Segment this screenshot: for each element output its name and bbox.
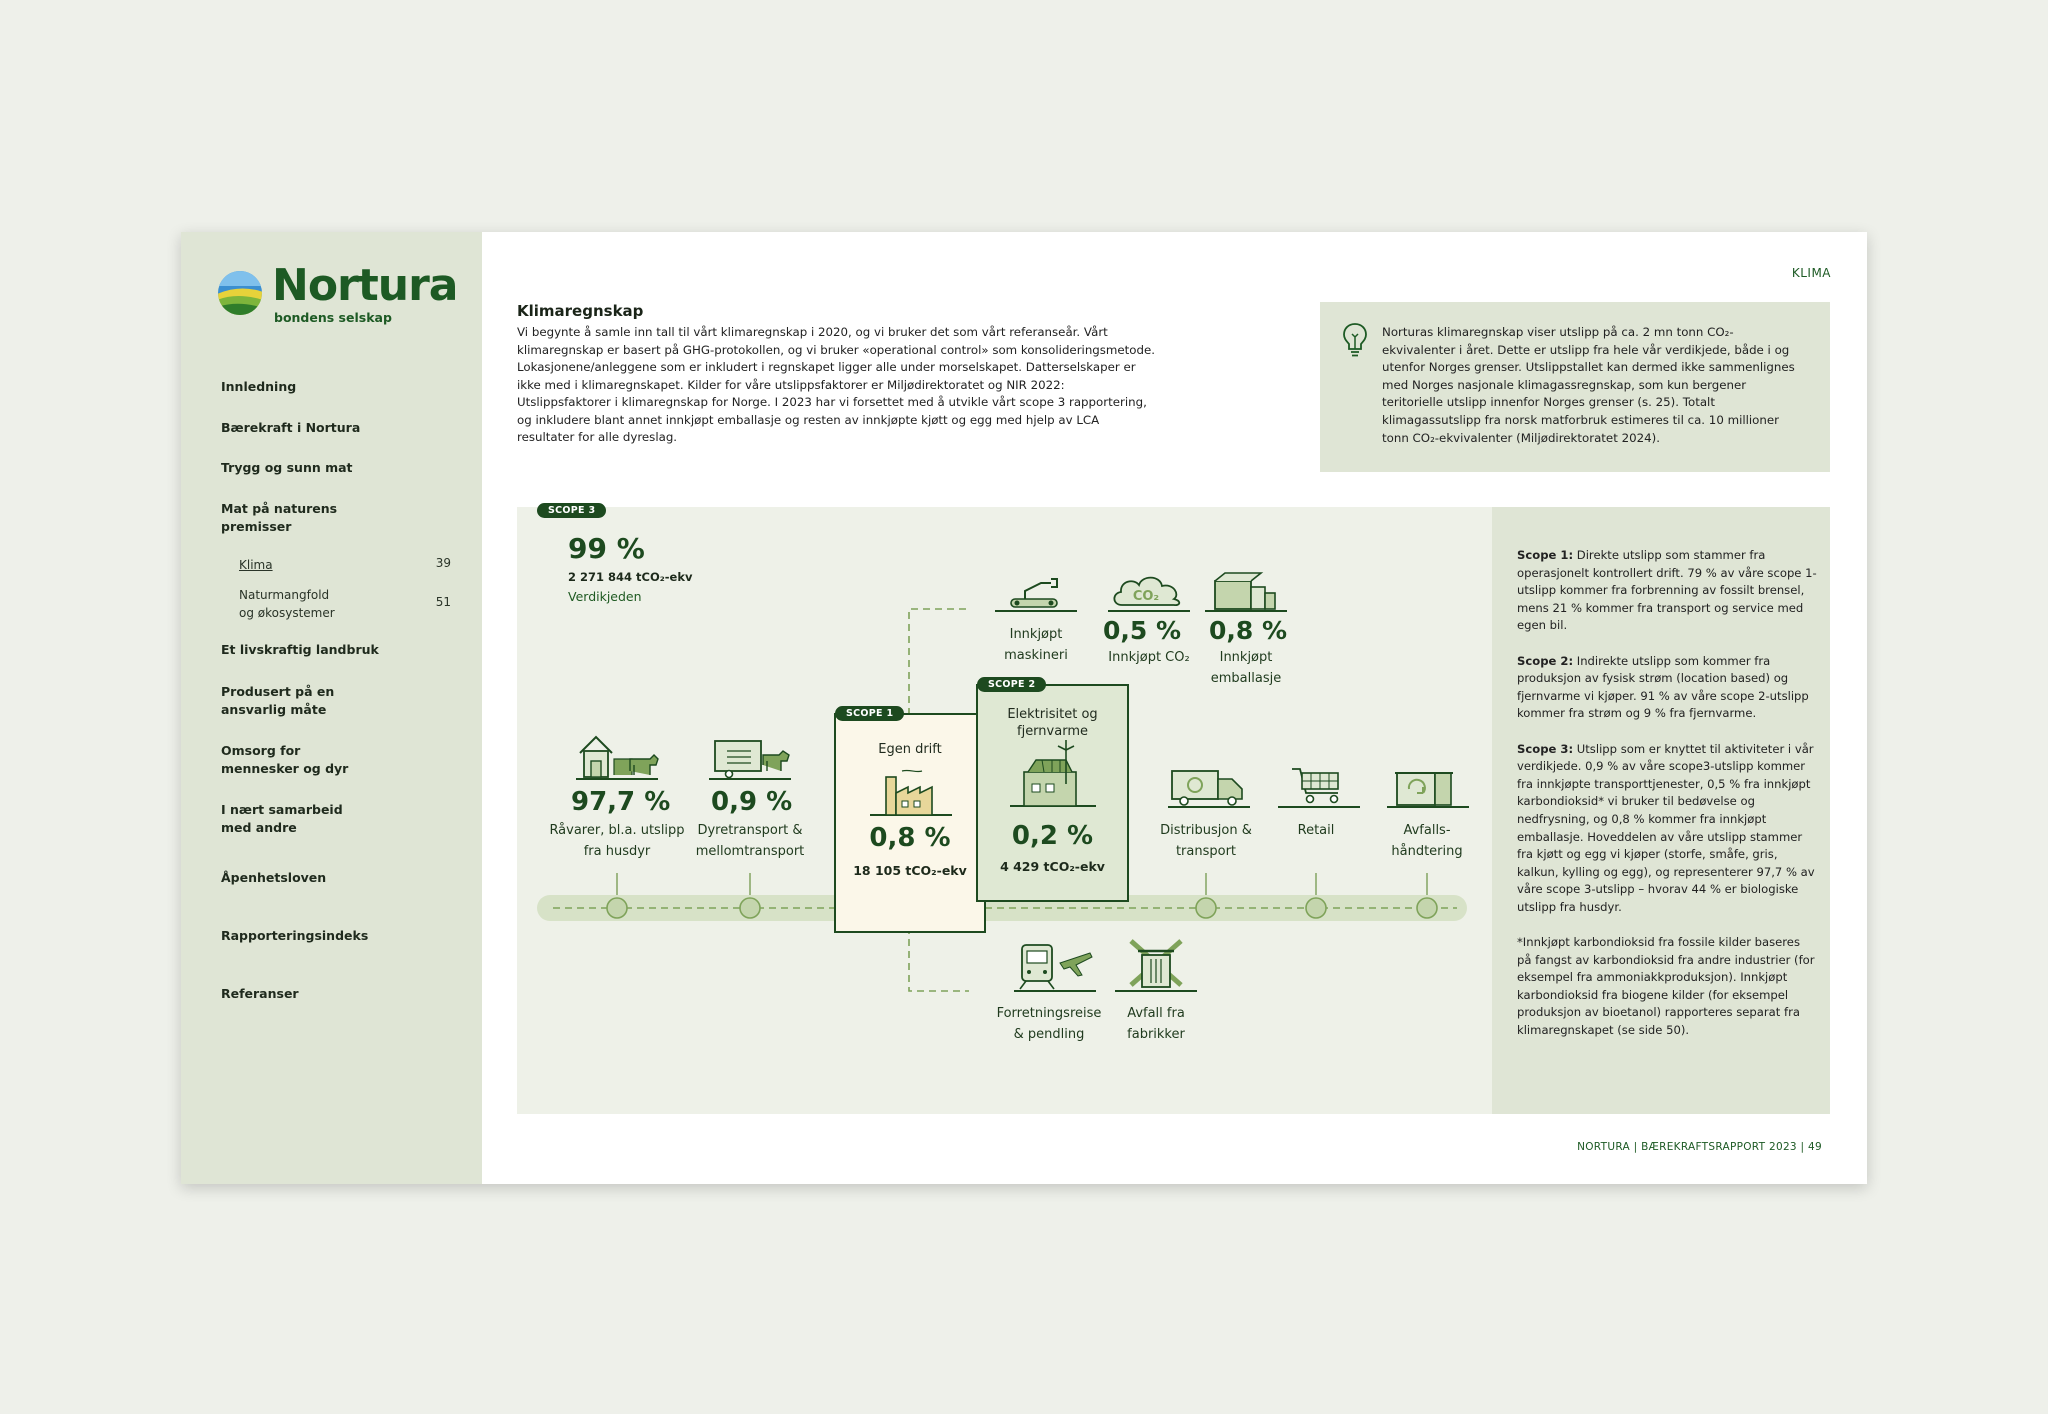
timeline-node-raavarer: [607, 898, 627, 918]
animal-trailer-icon: [705, 737, 795, 781]
packaging-icon: [1201, 569, 1291, 613]
main-content: [482, 232, 1867, 1184]
nav-item-trygg-mat[interactable]: Trygg og sunn mat: [221, 460, 353, 475]
scope1-amount: 18 105 tCO₂-ekv: [853, 863, 967, 878]
nav-subitem-klima[interactable]: Klima: [239, 558, 273, 572]
scope-explanation-panel: [1492, 507, 1830, 1114]
scope1-title: Egen drift: [878, 742, 942, 757]
retail-label: Retail: [1297, 823, 1335, 838]
scope3-pill: SCOPE 3: [537, 503, 606, 518]
co2-cloud-text: CO₂: [1132, 589, 1160, 604]
scope2-percent: 0,2 %: [1011, 821, 1094, 851]
nav-item-omsorg[interactable]: Omsorg for mennesker og dyr: [221, 743, 349, 776]
nav-item-ansvarlig[interactable]: Produsert på en ansvarlig måte: [221, 684, 335, 717]
nav-item-referanser[interactable]: Referanser: [221, 986, 299, 1001]
farm-icon: [572, 731, 662, 781]
nav-item-apenhetsloven[interactable]: Åpenhetsloven: [221, 870, 327, 885]
avfall-handtering-label: Avfalls- håndtering: [1391, 823, 1463, 859]
innkjopt-co2-label: Innkjøpt CO₂: [1108, 650, 1190, 665]
scope2-explanation: Scope 2: Indirekte utslipp som kommer fra produksjon av fysisk strøm (location based) og fjernvarme vi kjøper. 91 % av våre scope 2-utslipp kommer fra strøm og 9 % fra fjernvarme.: [1517, 653, 1809, 721]
nav-item-baerekraft[interactable]: Bærekraft i Nortura: [221, 420, 361, 435]
distribusjon-label: Distribusjon & transport: [1160, 823, 1252, 859]
recycling-bin-icon: [1383, 765, 1473, 809]
innkjopt-co2-percent: 0,5 %: [1103, 616, 1182, 645]
scope1-percent: 0,8 %: [869, 823, 951, 853]
timeline-node-distribusjon: [1196, 898, 1216, 918]
scope1-explanation: Scope 1: Direkte utslipp som stammer fra operasjonelt kontrollert drift. 79 % av våre scope 1-utslipp kommer fra forbrenning av fossilt brensel, mens 21 % kommer fra transport og service med egen bil.: [1517, 548, 1817, 633]
logo-wordmark: Nortura: [272, 260, 458, 311]
intro-paragraph: Vi begynte å samle inn tall til vårt klimaregnskap i 2020, og vi bruker det som vårt referanseår. Vårt klimaregnskap er basert på GHG-protokollen, og vi bruker «operational control» som konsolideringsmetode. Lokasjonene/anleggene som er inkludert i regnskapet ligger alle under morselskapet. Datterselskaper er ikke med i klimaregnskapet. Kilder for våre utslippsfaktorer er Miljødirektoratet og NIR 2022: Utslippsfaktorer i klimaregnskap for Norge. I 2023 har vi forsettet med å utvikle vårt scope 3 rapportering, og inkludere blant annet innkjøpt emballasje og resten av innkjøpte kjøtt og egg med hjelp av LCA resultater for alle dyreslag.: [517, 325, 1156, 444]
report-page: [181, 232, 1867, 1184]
page-title: Klimaregnskap: [517, 302, 644, 320]
co2-cloud-icon: [1104, 569, 1194, 613]
scope3-label: Verdikjeden: [568, 589, 642, 604]
nav-item-naturens-premisser[interactable]: Mat på naturens premisser: [221, 501, 338, 534]
emissions-infographic: [517, 507, 1830, 1114]
callout-box: [1320, 302, 1830, 472]
scope3-percent: 99 %: [568, 532, 645, 565]
scope1-box: [834, 713, 986, 933]
scope1-pill: SCOPE 1: [835, 706, 904, 721]
scope2-amount: 4 429 tCO₂-ekv: [1000, 859, 1105, 874]
dyretransport-percent: 0,9 %: [711, 787, 793, 817]
scope3-amount: 2 271 844 tCO₂-ekv: [568, 570, 693, 584]
sidebar: [181, 232, 482, 1184]
truck-icon: [1164, 765, 1254, 809]
scope2-title: Elektrisitet og fjernvarme: [1007, 707, 1098, 739]
scope3-explanation: Scope 3: Utslipp som er knyttet til aktiviteter i vår verdikjede. 0,9 % av våre scope3-utslipp kommer fra innkjøpte transporttjenester, 0,5 % fra innkjøpt karbondioksid* vi bruker til bedøvelse og nedfrysning, og 0,8 % kommer fra innkjøpt emballasje. Hoveddelen av våre utslipp stammer fra kjøtt og egg vi kjøper (storfe, småfe, gris, kalkun, kylling og egg), og representerer 97,7 % av våre scope 3-utslipp – hvorav 44 % er biologiske utslipp fra husdyr.: [1517, 741, 1815, 914]
nav-subitem-klima-page: 39: [435, 556, 451, 570]
timeline-node-dyretransport: [740, 898, 760, 918]
power-building-icon: [1006, 744, 1101, 808]
scope2-box: [976, 684, 1129, 902]
logo-globe-icon: [217, 270, 263, 316]
callout-text: Norturas klimaregnskap viser utslipp på ca. 2 mn tonn CO₂-ekvivalenter i året. Dette er utslipp fra hele vår verdikjede, både i og utenfor Norges grenser. Utslippstallet kan dermed ikke sammenlignes med Norges nasjonale klimagassregnskap, som kun bergener teritorielle utslipp innenfor Norges grenser (s. 25). Totalt klimagassutslipp fra norsk matforbruk estimeres til ca. 10 millioner tonn CO₂-ekvivalenter (Miljødirektoratet 2024).: [1382, 325, 1795, 445]
nortura-logo[interactable]: [217, 260, 458, 326]
timeline-node-retail: [1306, 898, 1326, 918]
forretningsreise-label: Forretningsreise & pendling: [996, 1006, 1102, 1042]
page-footer: NORTURA | BÆREKRAFTSRAPPORT 2023 | 49: [1577, 1141, 1822, 1153]
nav-item-livskraftig-landbruk[interactable]: Et livskraftig landbruk: [221, 642, 379, 657]
raavarer-percent: 97,7 %: [571, 787, 671, 817]
nav-item-rapporteringsindeks[interactable]: Rapporteringsindeks: [221, 928, 369, 943]
train-plane-icon: [1010, 939, 1100, 993]
machinery-icon: [991, 573, 1081, 613]
section-tag: KLIMA: [1791, 266, 1831, 280]
scope-explanation-text: [1517, 547, 1817, 1057]
innkjopt-maskineri-label: Innkjøpt maskineri: [1004, 627, 1068, 663]
nav-item-innledning[interactable]: Innledning: [221, 379, 297, 394]
timeline-node-avfall: [1417, 898, 1437, 918]
nav-item-samarbeid[interactable]: I nært samarbeid med andre: [221, 802, 343, 835]
shopping-cart-icon: [1274, 765, 1364, 809]
innkjopt-emballasje-percent: 0,8 %: [1209, 616, 1288, 645]
nav-subitem-naturmangfold-page: 51: [435, 595, 451, 609]
dyretransport-label: Dyretransport & mellomtransport: [695, 823, 805, 859]
scope2-pill: SCOPE 2: [977, 677, 1046, 692]
factory-icon: [866, 769, 956, 817]
avfall-fabrikker-label: Avfall fra fabrikker: [1127, 1006, 1185, 1042]
innkjopt-emballasje-label: Innkjøpt emballasje: [1210, 650, 1282, 686]
raavarer-label: Råvarer, bl.a. utslipp fra husdyr: [549, 823, 685, 859]
lightbulb-icon: [1342, 322, 1368, 358]
trash-can-icon: [1111, 937, 1201, 993]
co2-footnote: *Innkjøpt karbondioksid fra fossile kilder baseres på fangst av karbondioksid fra andre industrier (for eksempel fra ammoniakkproduksjon). Innkjøpt karbondioksid fra biogene kilder (for eksempel produksjon av bioetanol) rapporteres separat fra klimaregnskapet (se side 50).: [1517, 935, 1815, 1038]
logo-tagline: bondens selskap: [274, 310, 392, 325]
nav-subitem-naturmangfold[interactable]: Naturmangfold og økosystemer: [239, 588, 335, 620]
